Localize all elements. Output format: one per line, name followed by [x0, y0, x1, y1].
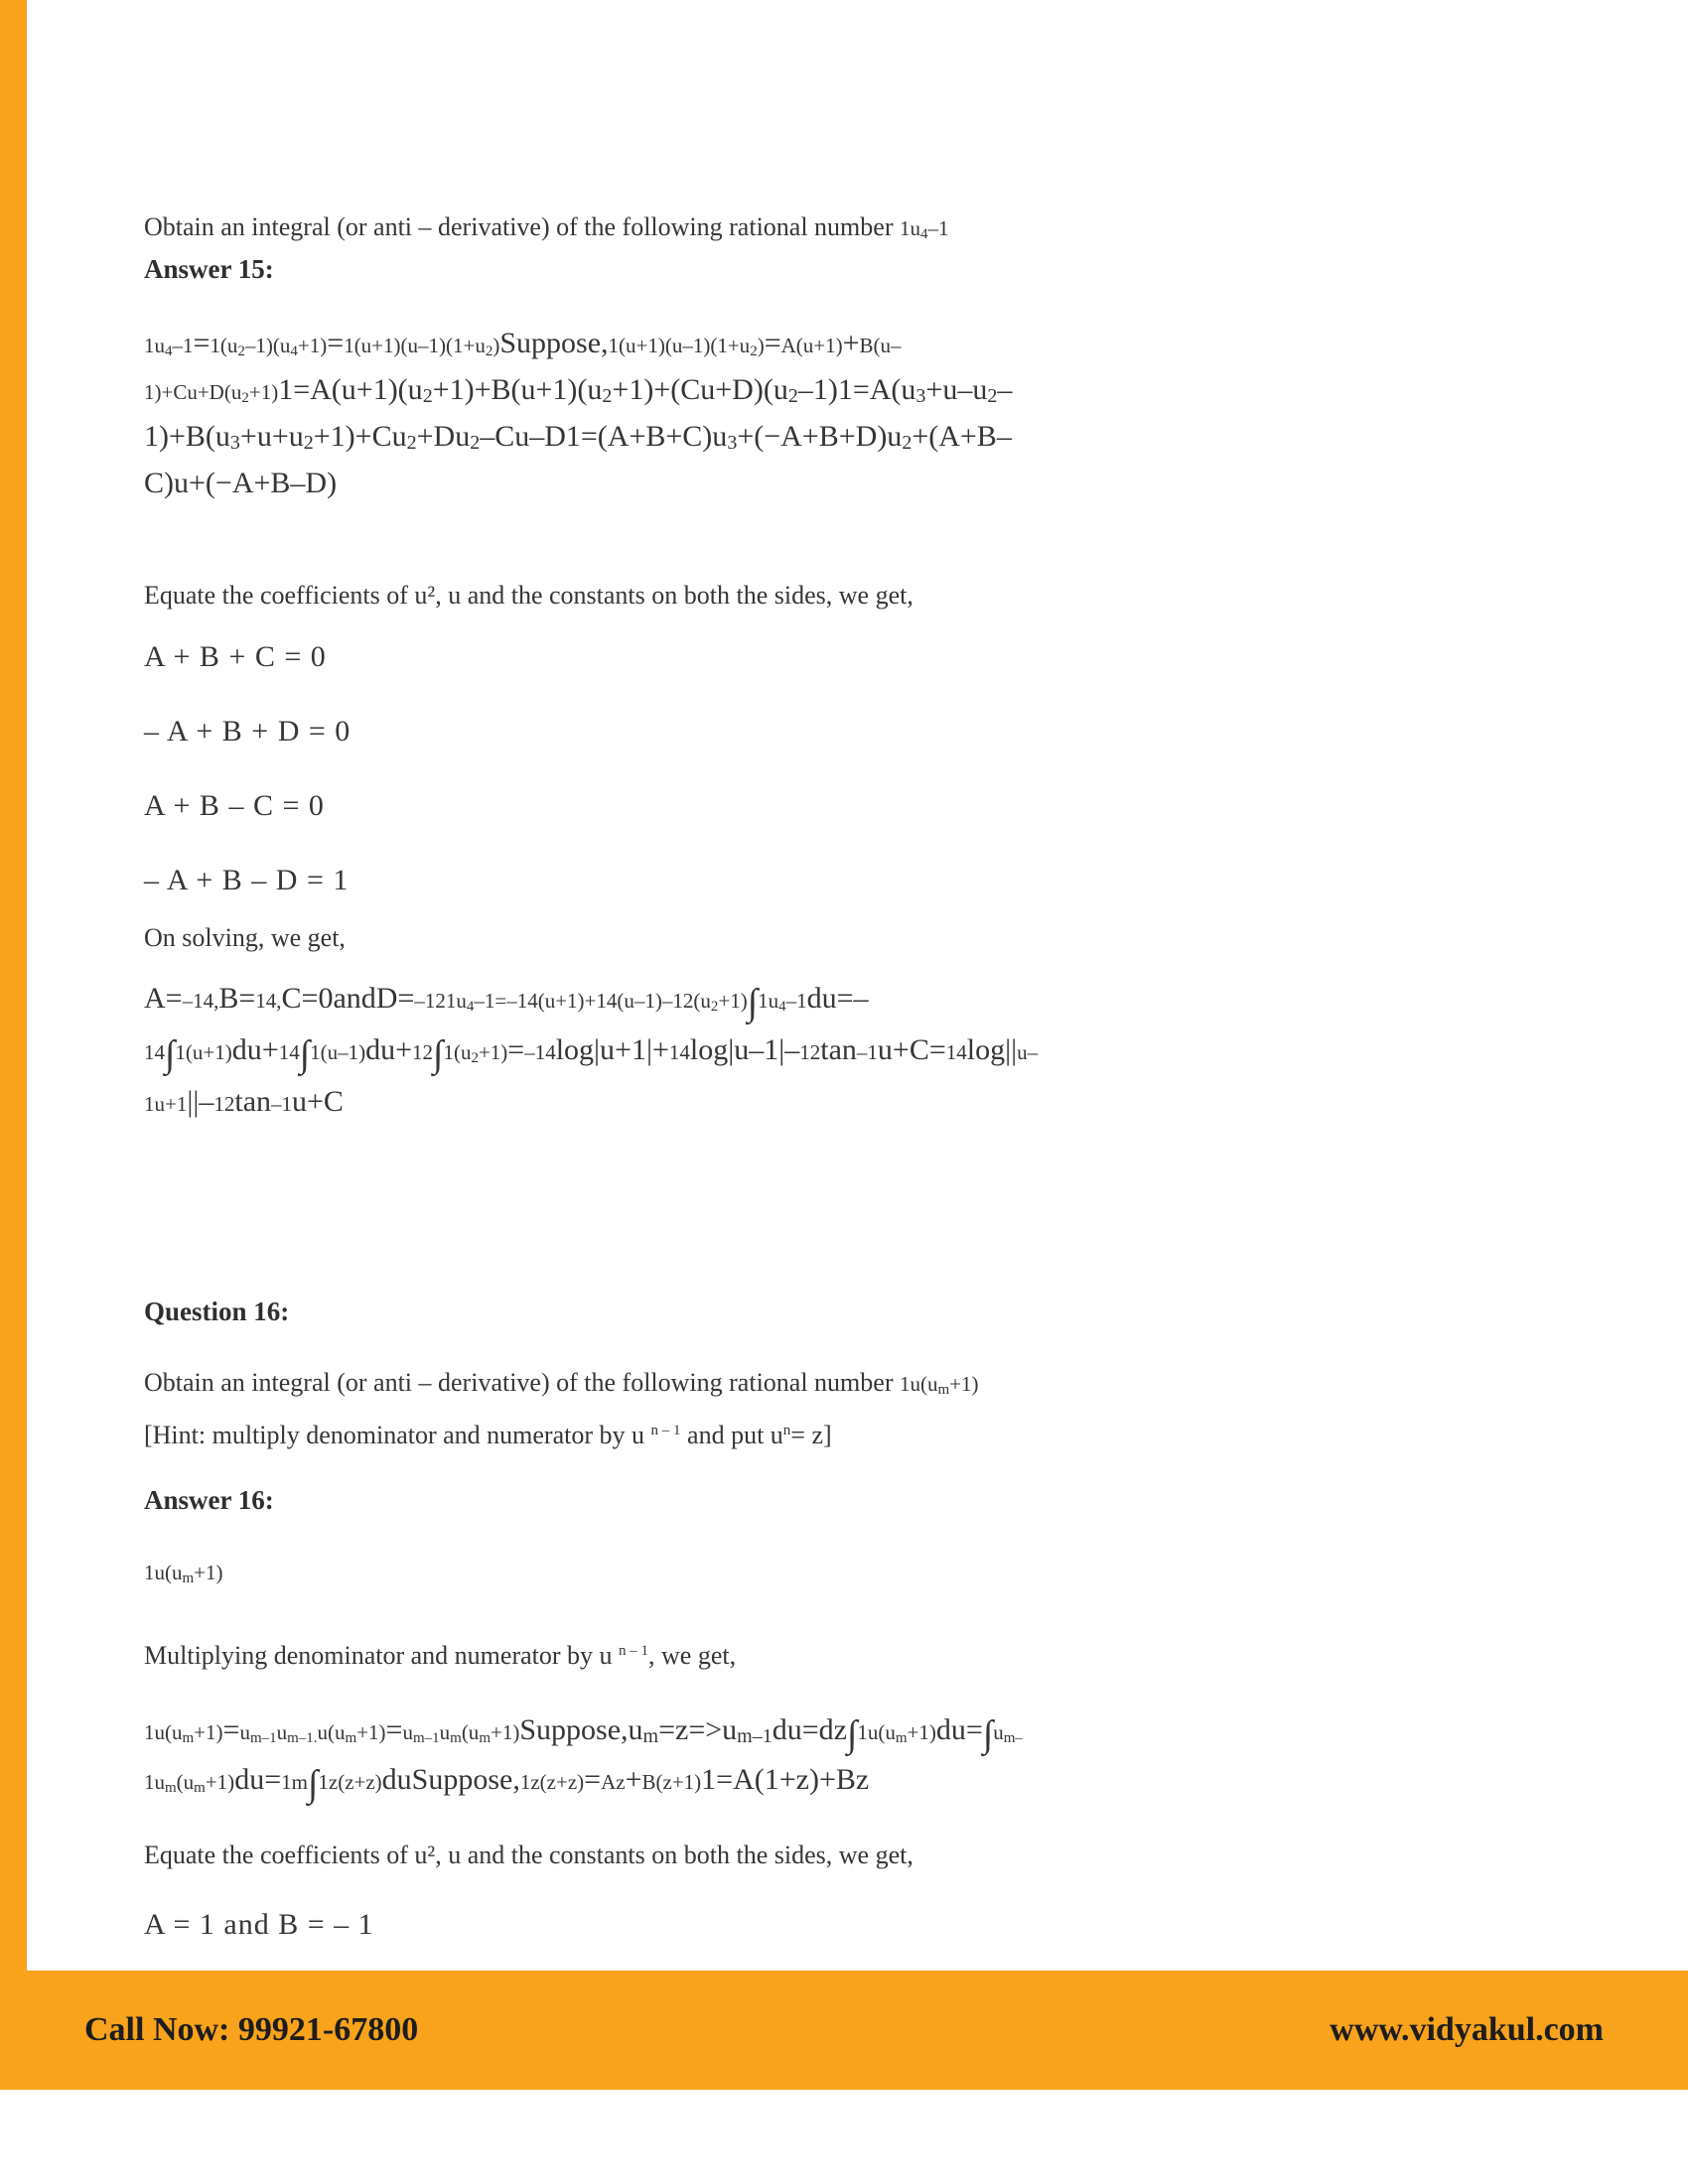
solving-text: On solving, we get, — [144, 923, 346, 952]
equation-line: – A + B – D = 1 — [144, 864, 350, 896]
math-line: 1um(um+1)du=1m∫1z(z+z)duSuppose,1z(z+z)=Az+B(z+1)1=A(1+z)+Bz — [144, 1763, 870, 1805]
footer-website: www.vidyakul.com — [1330, 2011, 1604, 2048]
question15-prompt: Obtain an integral (or anti – derivative) of the following rational number 1u4–1 — [144, 212, 949, 242]
answer15-heading: Answer 15: — [144, 254, 274, 284]
footer-bar — [0, 1971, 1688, 2090]
question16-hint: [Hint: multiply denominator and numerator by u $^{n - 1}$ and put $u^n= z$] — [144, 1421, 832, 1449]
equation-line: – A + B + D = 0 — [144, 715, 352, 748]
math-line: 1u4–1=1(u2–1)(u4+1)=1(u+1)(u–1)(1+u2)Suppose,1(u+1)(u–1)(1+u2)=A(u+1)+B(u– — [144, 327, 902, 359]
multiplying-text: Multiplying denominator and numerator by u $^{n - 1}$, we get, — [144, 1641, 737, 1670]
math-line: 14∫1(u+1)du+14∫1(u–1)du+12∫1(u2+1)=–14log|u+1|+14log|u–1|–12tan–1u+C=14log||u– — [144, 1033, 1039, 1075]
answer16-heading: Answer 16: — [144, 1485, 274, 1515]
math-line: 1)+B(u3+u+u2+1)+Cu2+Du2–Cu–D1=(A+B+C)u3+(−A+B+D)u2+(A+B– — [144, 420, 1012, 454]
answer15-result — [144, 973, 1599, 1128]
math-line: 1u(um+1)=um–1um–1.u(um+1)=um–1um(um+1)Suppose,um=z=>um–1du=dz∫1u(um+1)du=∫um– — [144, 1713, 1023, 1755]
equation-line: A + B + C = 0 — [144, 640, 327, 673]
result-line: A = 1 and B = – 1 — [144, 1908, 374, 1941]
equate-text-16: Equate the coefficients of u², u and the constants on both the sides, we get, — [144, 1841, 914, 1869]
answer16-derivation — [144, 1706, 1599, 1805]
math-line: 1u+1||–12tan–1u+C — [144, 1085, 344, 1118]
answer16-expression: 1u(um+1) — [144, 1561, 223, 1586]
equation-line: A + B – C = 0 — [144, 789, 325, 822]
math-line: C)u+(−A+B–D) — [144, 467, 338, 499]
question16-prompt: Obtain an integral (or anti – derivative) of the following rational number 1u(um+1) — [144, 1368, 979, 1398]
math-line: 1)+Cu+D(u2+1)1=A(u+1)(u2+1)+B(u+1)(u2+1)+(Cu+D)(u2–1)1=A(u3+u–u2– — [144, 373, 1013, 407]
answer15-derivation — [144, 320, 1599, 506]
equate-text-15: Equate the coefficients of u², u and the constants on both the sides, we get, — [144, 581, 914, 610]
math-line: A=–14,B=14,C=0andD=–121u4–1=–14(u+1)+14(u–1)–12(u2+1)∫1u4–1du=– — [144, 982, 869, 1024]
question16-heading: Question 16: — [144, 1297, 290, 1326]
footer-phone: Call Now: 99921-67800 — [84, 2011, 419, 2048]
